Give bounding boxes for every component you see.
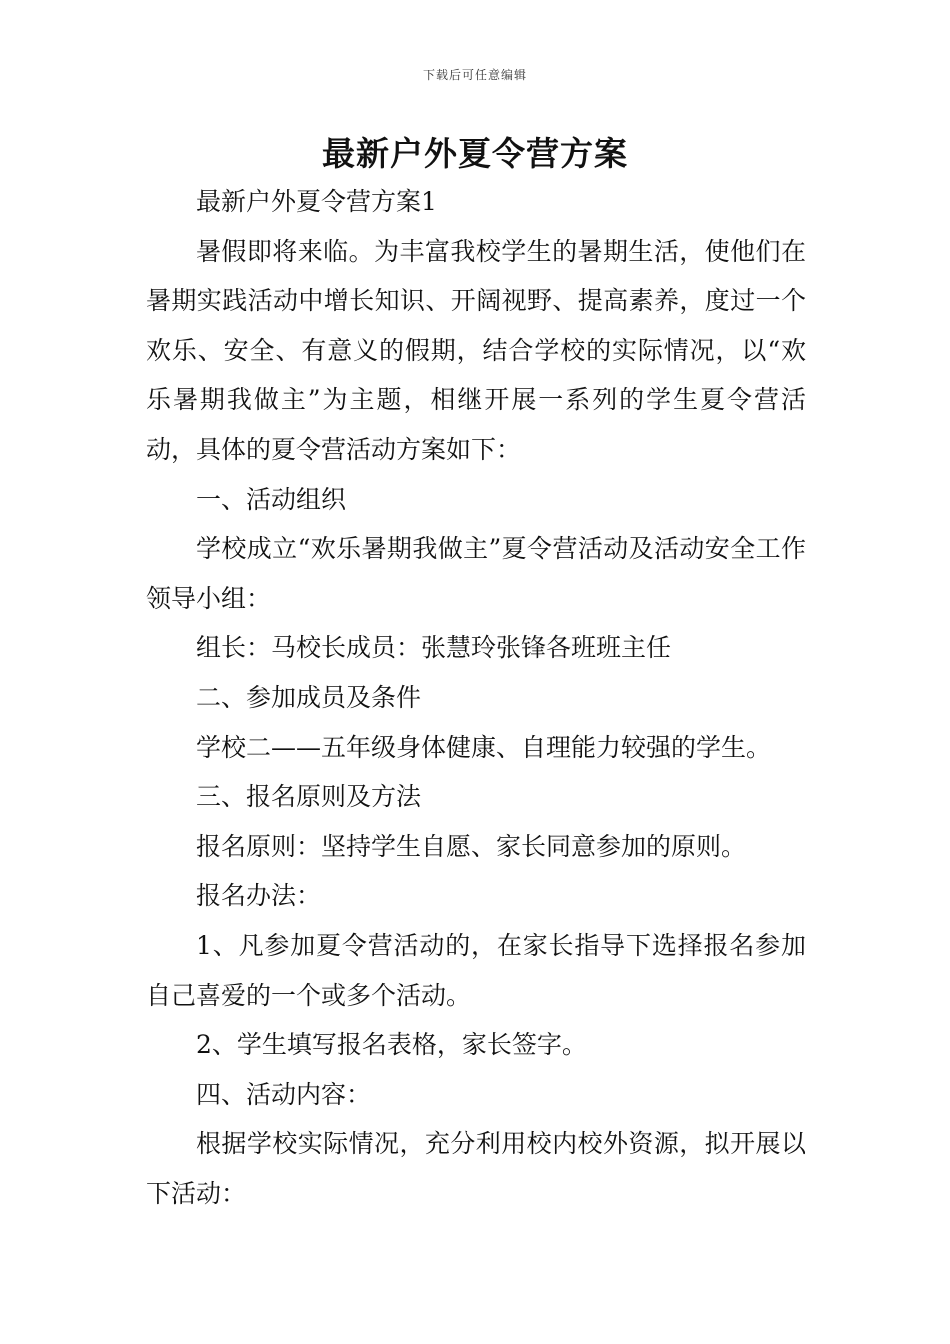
- paragraph: 学校二——五年级身体健康、自理能力较强的学生。: [196, 732, 772, 762]
- paragraph: 1、凡参加夏令营活动的，在家长指导下选择报名参加自己喜爱的一个或多个活动。: [146, 930, 806, 1010]
- section-heading: 二、参加成员及条件: [196, 682, 422, 712]
- header-note: 下载后可任意编辑: [422, 68, 527, 82]
- section-heading: 三、报名原则及方法: [196, 782, 422, 812]
- paragraph: 报名办法：: [196, 881, 322, 911]
- paragraph: 2、学生填写报名表格，家长签字。: [196, 1030, 587, 1060]
- section-heading: 四、活动内容：: [196, 1079, 372, 1109]
- section-heading: 最新户外夏令营方案1: [196, 187, 437, 216]
- document-body: [146, 177, 806, 1218]
- document-title: 最新户外夏令营方案: [322, 134, 628, 173]
- paragraph: 暑假即将来临。为丰富我校学生的暑期生活，使他们在暑期实践活动中增长知识、开阔视野、提高素养，度过一个欢乐、安全、有意义的假期，结合学校的实际情况，以“欢乐暑期我做主”为主题，相继开展一系列的学生夏令营活动，具体的夏令营活动方案如下：: [146, 236, 806, 464]
- paragraph: 报名原则：坚持学生自愿、家长同意参加的原则。: [196, 831, 747, 861]
- paragraph: 根据学校实际情况，充分利用校内校外资源，拟开展以下活动：: [146, 1129, 806, 1208]
- section-heading: 一、活动组织: [196, 484, 347, 514]
- paragraph: 学校成立“欢乐暑期我做主”夏令营活动及活动安全工作领导小组：: [146, 534, 806, 613]
- paragraph: 组长：马校长成员：张慧玲张锋各班班主任: [196, 633, 672, 663]
